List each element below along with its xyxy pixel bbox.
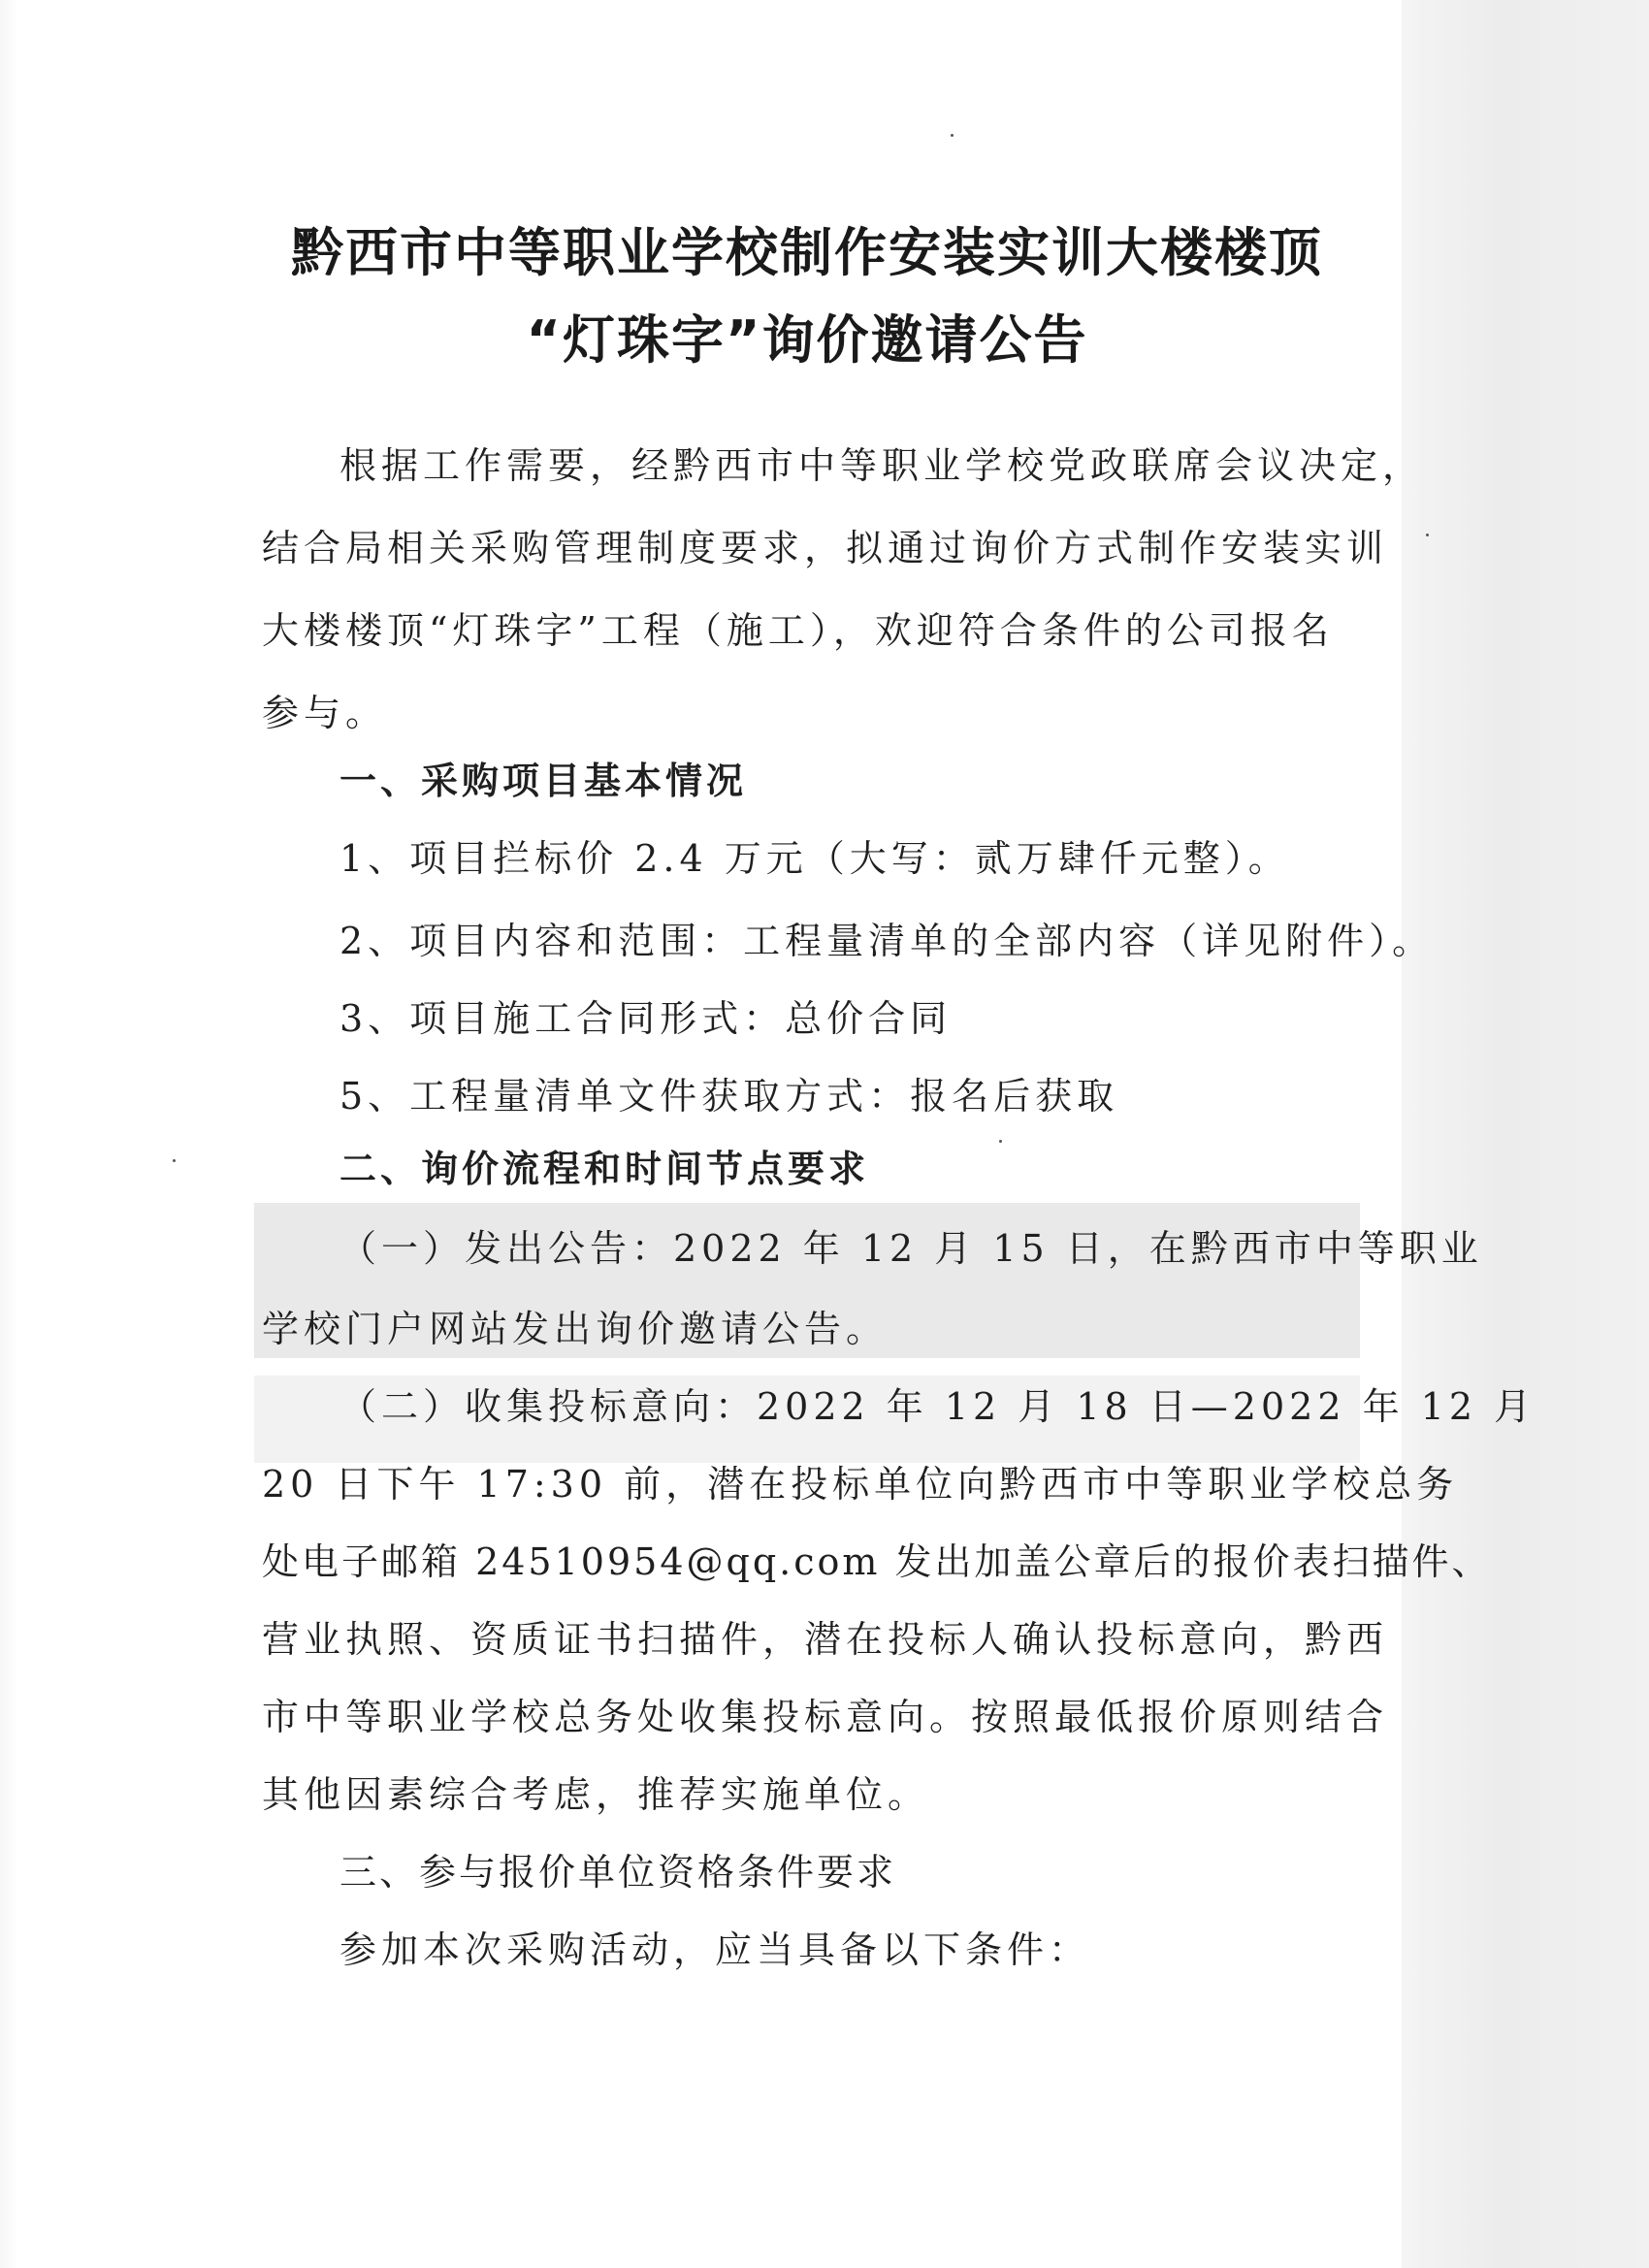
section2-p2-line: （二）收集投标意向：2022 年 12 月 18 日—2022 年 12 月 [340,1385,1536,1428]
document-title-line2: “灯珠字”询价邀请公告 [526,309,1088,371]
document-title-line1: 黔西市中等职业学校制作安装实训大楼楼顶 [291,222,1323,283]
scan-speck [999,1140,1002,1143]
section3-p1: 参加本次采购活动，应当具备以下条件： [340,1928,1091,1971]
section2-p2-line: 处电子邮箱 24510954@qq.com 发出加盖公章后的报价表扫描件、 [262,1540,1492,1583]
intro-line: 结合局相关采购管理制度要求，拟通过询价方式制作安装实训 [262,527,1389,569]
intro-line: 根据工作需要，经黔西市中等职业学校党政联席会议决定， [340,444,1425,487]
section1-item: 3、项目施工合同形式：总价合同 [340,997,953,1040]
section3-heading: 三、参与报价单位资格条件要求 [340,1851,897,1894]
section2-p2-line: 其他因素综合考虑，推荐实施单位。 [262,1773,930,1816]
section2-p1-line: 学校门户网站发出询价邀请公告。 [262,1308,889,1350]
scan-speck [1426,534,1429,536]
section2-p2-line: 市中等职业学校总务处收集投标意向。按照最低报价原则结合 [262,1696,1389,1738]
section1-item: 5、工程量清单文件获取方式：报名后获取 [340,1075,1119,1118]
section2-p2-line: 营业执照、资质证书扫描件，潜在投标人确认投标意向，黔西 [262,1618,1389,1661]
section1-heading: 一、采购项目基本情况 [340,760,748,802]
intro-line: 大楼楼顶“灯珠字”工程（施工），欢迎符合条件的公司报名 [262,609,1334,652]
section2-p1-line: （一）发出公告：2022 年 12 月 15 日，在黔西市中等职业 [340,1227,1483,1270]
scan-speck [951,134,954,137]
section2-p2-line: 20 日下午 17:30 前，潜在投标单位向黔西市中等职业学校总务 [262,1463,1459,1506]
section1-item: 2、项目内容和范围：工程量清单的全部内容（详见附件）。 [340,920,1435,962]
intro-line: 参与。 [262,692,388,734]
section1-item: 1、项目拦标价 2.4 万元（大写：贰万肆仟元整）。 [340,837,1290,880]
section2-heading: 二、询价流程和时间节点要求 [340,1148,870,1190]
scan-speck [173,1159,176,1162]
